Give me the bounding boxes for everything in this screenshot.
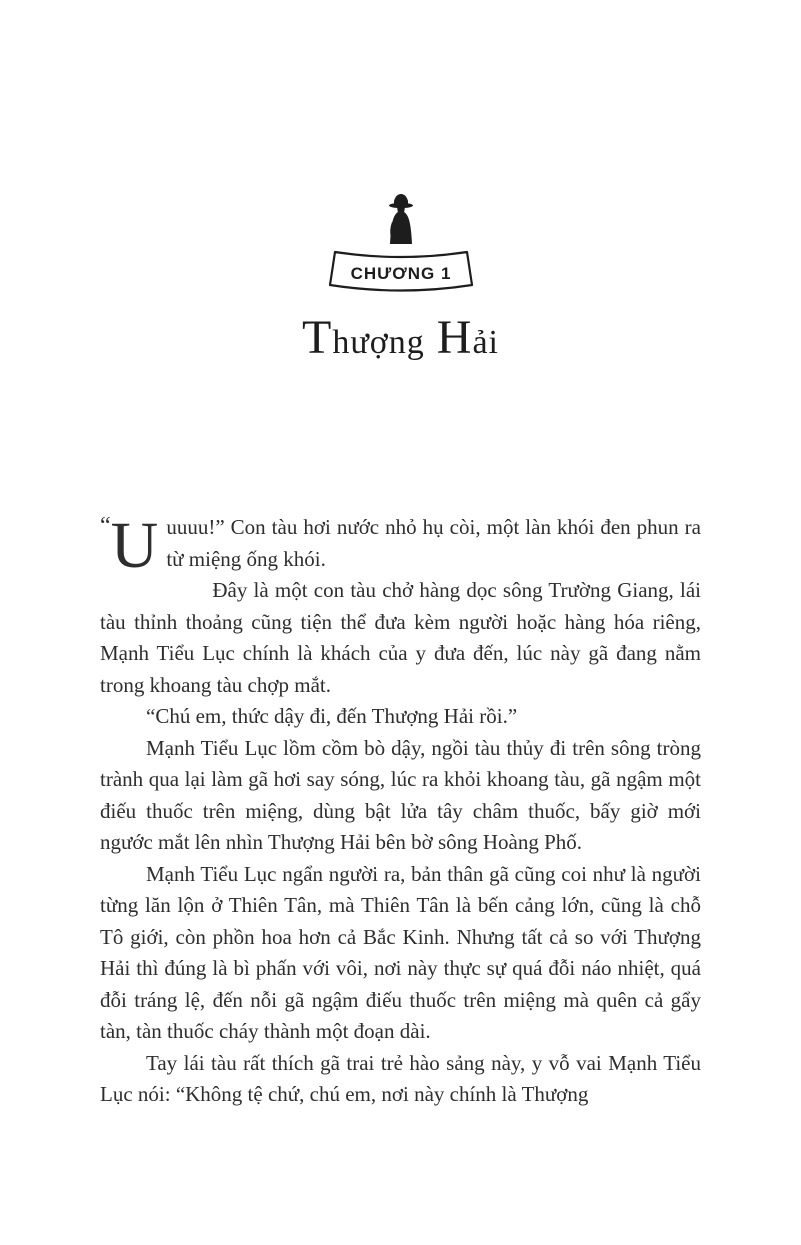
chapter-number-label: CHƯƠNG 1: [350, 264, 451, 283]
paragraph-1: [100, 509, 701, 582]
paragraph-1-text: uuuu!” Con tàu hơi nước nhỏ hụ còi, một làn khói đen phun ra từ miệng ống khói.: [166, 515, 701, 571]
opening-quote: “: [100, 513, 111, 539]
chapter-header: [0, 192, 801, 362]
dropcap-letter: U: [110, 509, 159, 582]
body-text: [100, 509, 701, 1111]
paragraph-2: Đây là một con tàu chở hàng dọc sông Trường Giang, lái tàu thỉnh thoảng cũng tiện thể đưa kèm người hoặc hàng hóa riêng, Mạnh Tiểu Lục chính là khách của y đưa đến, lúc này gã đang nằm trong khoang tàu chợp mắt.: [100, 578, 701, 697]
paragraph-4: Mạnh Tiểu Lục lồm cồm bò dậy, ngồi tàu thủy đi trên sông tròng trành qua lại làm gã hơi say sóng, lúc ra khỏi khoang tàu, gã ngậm một điếu thuốc trên miệng, dùng bật lửa tây châm thuốc, bấy giờ mới ngước mắt lên nhìn Thượng Hải bên bờ sông Hoàng Phố.: [100, 735, 701, 854]
paragraph-5: Mạnh Tiểu Lục ngẩn người ra, bản thân gã cũng coi như là người từng lăn lộn ở Thiên Tân, mà Thiên Tân là bến cảng lớn, cũng là chỗ Tô giới, còn phồn hoa hơn cả Bắc Kinh. Nhưng tất cả so với Thượng Hải thì đúng là bì phấn với vôi, nơi này thực sự quá đỗi náo nhiệt, quá đỗi tráng lệ, đến nỗi gã ngậm điếu thuốc trên miệng mà quên cả gẩy tàn, tàn thuốc cháy thành một đoạn dài.: [100, 861, 701, 1043]
title-word1-cap: T: [302, 311, 333, 364]
title-word2-rest: ải: [472, 324, 499, 361]
chapter-title: [0, 311, 801, 364]
title-word2-cap: H: [436, 311, 473, 364]
dropcap-wrap: [100, 509, 159, 582]
title-word1-rest: hượng: [332, 324, 425, 361]
chapter-banner: [326, 240, 476, 298]
man-with-hat-silhouette-icon: [379, 192, 423, 246]
paragraph-6: Tay lái tàu rất thích gã trai trẻ hào sảng này, y vỗ vai Mạnh Tiểu Lục nói: “Không tệ chứ, chú em, nơi này chính là Thượng: [100, 1050, 701, 1106]
chapter-banner-ribbon: [326, 240, 476, 298]
paragraph-3: “Chú em, thức dậy đi, đến Thượng Hải rồi.”: [146, 704, 518, 728]
